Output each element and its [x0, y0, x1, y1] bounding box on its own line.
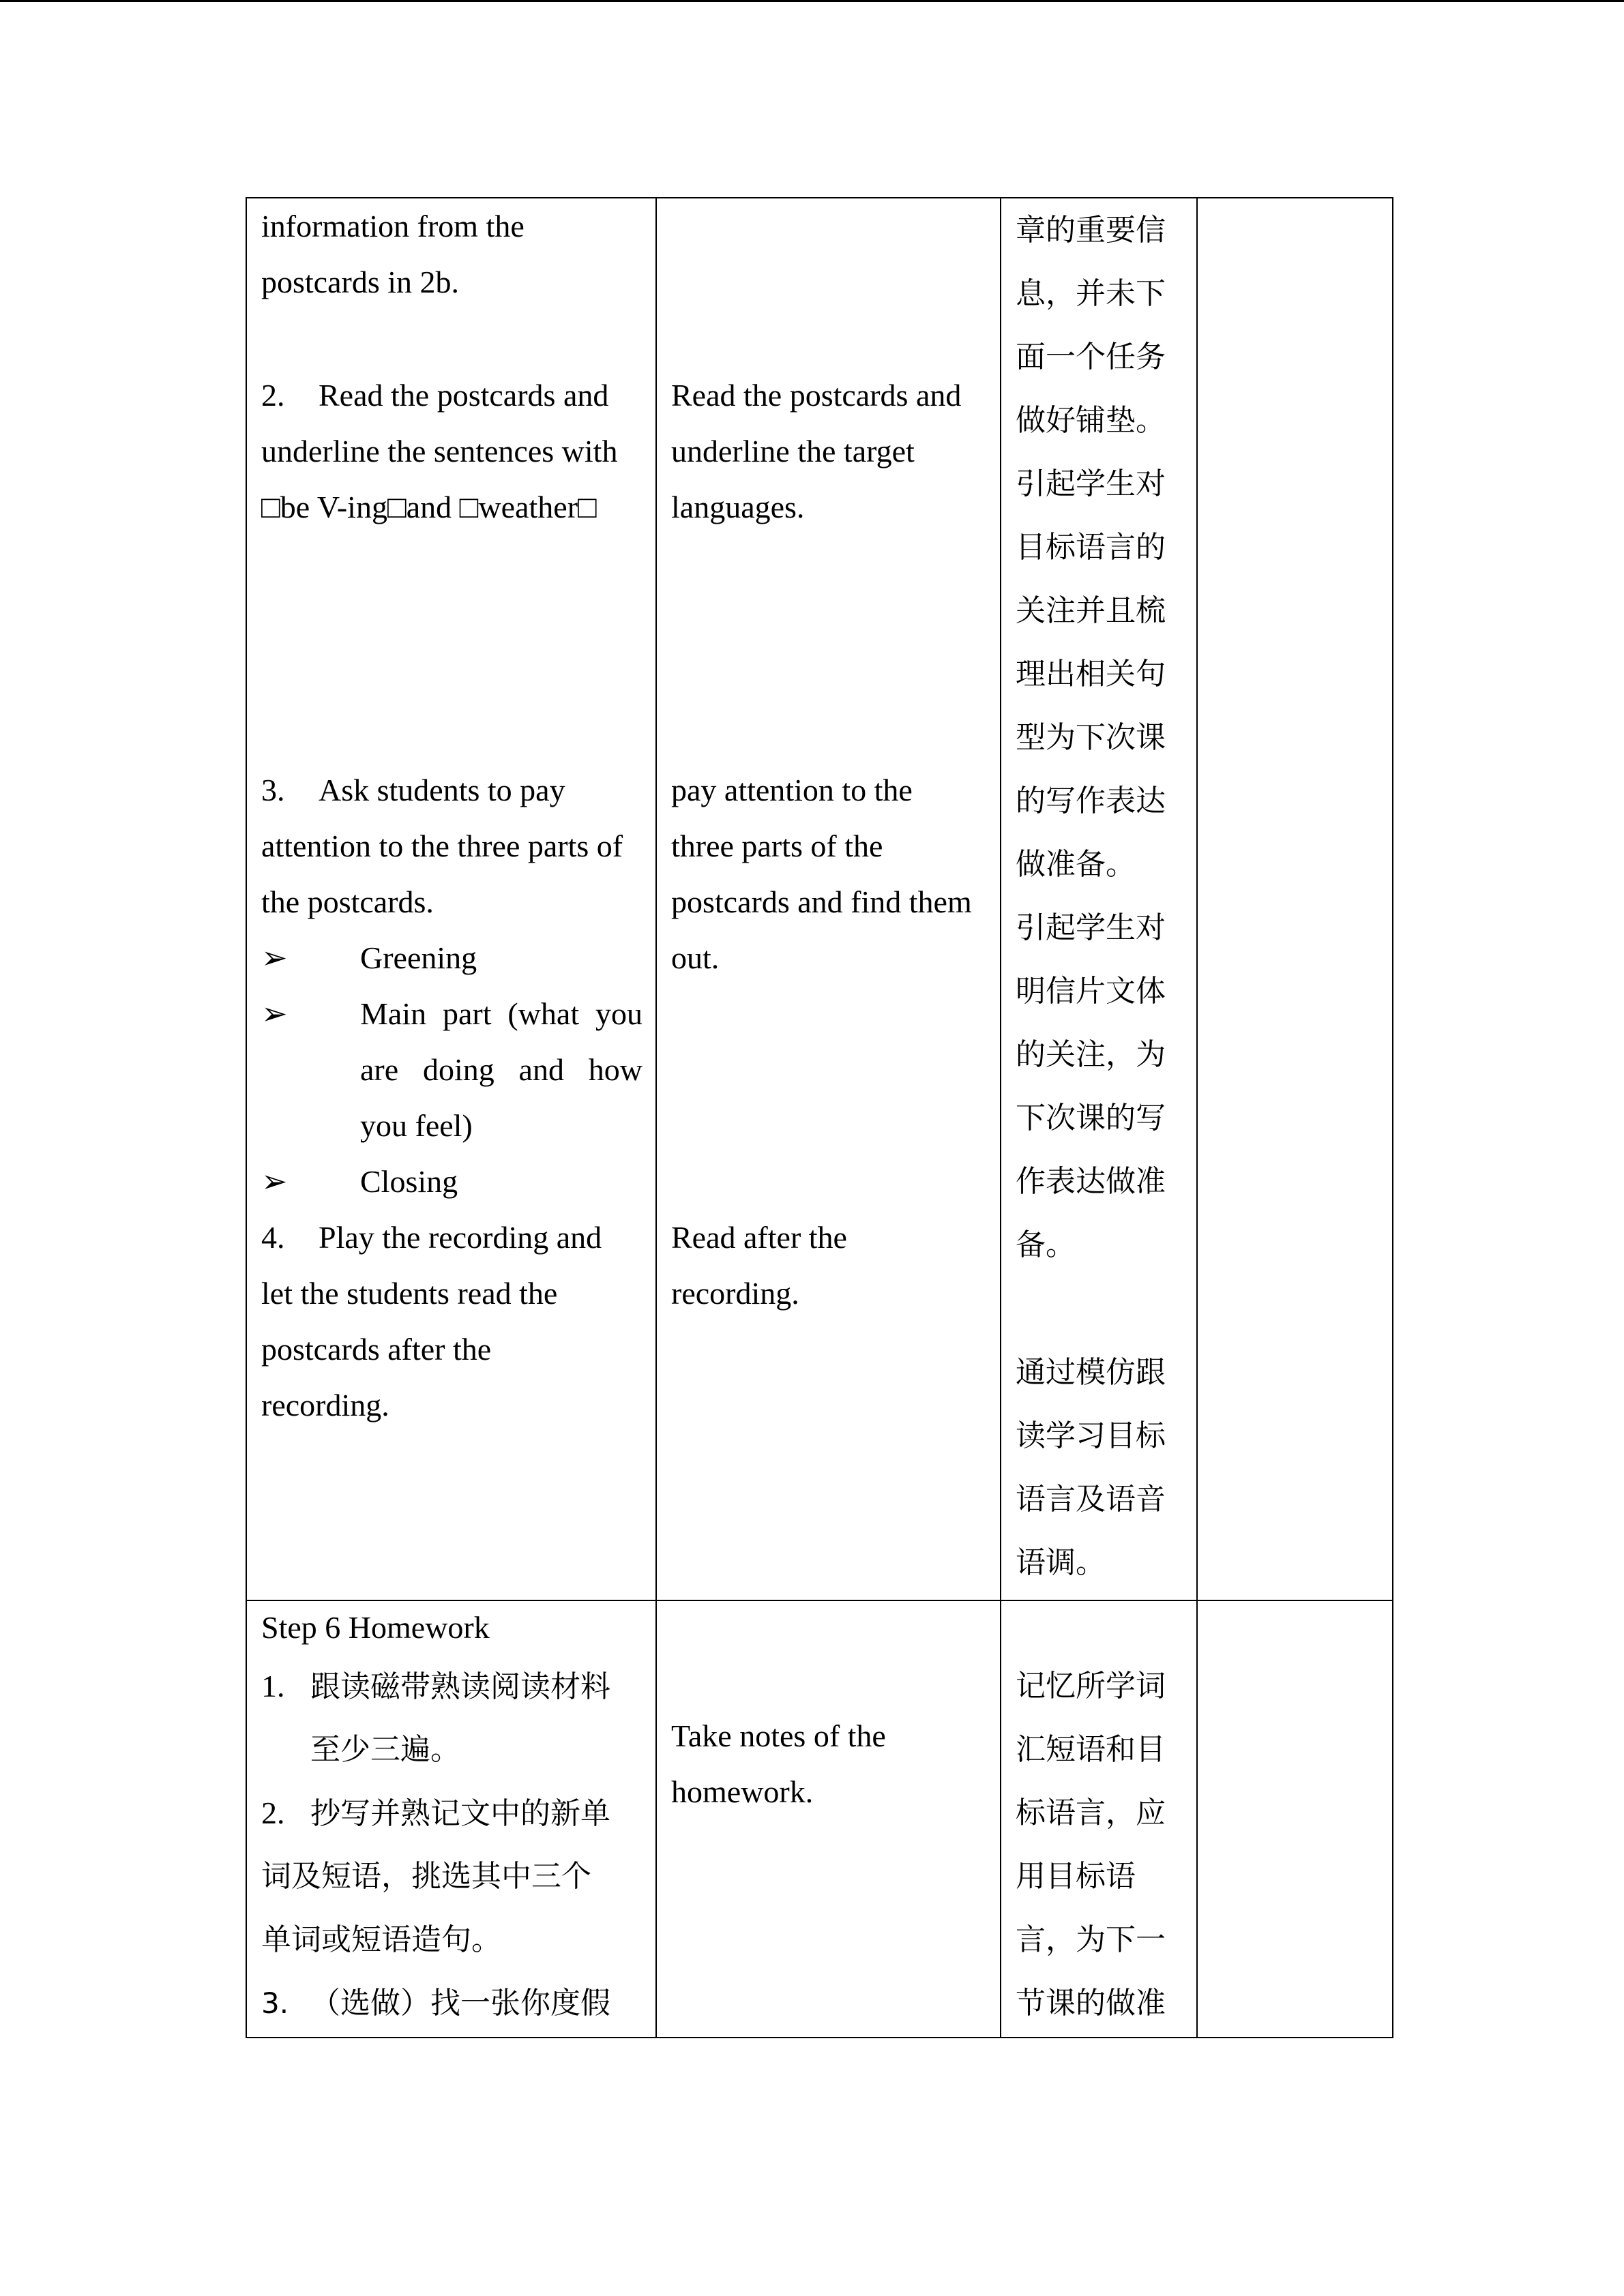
student-activity-text: pay attention to the	[671, 773, 913, 807]
design-intent-text: 言，为下一	[1016, 1922, 1166, 1957]
design-intent-text: 做准备。	[1016, 847, 1136, 882]
column-divider	[1000, 198, 1001, 2037]
design-intent-text: 的写作表达	[1016, 784, 1166, 818]
student-activity-text: underline the target	[671, 434, 915, 468]
student-activity-text: languages.	[671, 490, 805, 524]
design-intent-text: 目标语言的	[1016, 530, 1166, 565]
student-activity-text: out.	[671, 940, 720, 975]
item-number: 2.	[261, 1795, 285, 1830]
item-number: 1.	[261, 1669, 285, 1703]
arrow-bullet-icon: ➢	[261, 940, 288, 975]
arrow-bullet-icon: ➢	[261, 996, 288, 1031]
bullet-text: you feel)	[360, 1108, 473, 1143]
teacher-activity-item-4: 4. Play the recording and	[261, 1210, 602, 1266]
arrow-bullet-icon: ➢	[261, 1164, 288, 1199]
item-number: 3.	[261, 773, 285, 807]
item-number: 2.	[261, 378, 285, 413]
homework-text: 单词或短语造句。	[261, 1922, 501, 1957]
design-intent-text: 做好铺垫。	[1016, 403, 1166, 438]
homework-text: 词及短语，挑选其中三个	[261, 1859, 591, 1894]
design-intent-text: 节课的做准	[1016, 1986, 1166, 2021]
teacher-activity-text: postcards in 2b.	[261, 265, 460, 299]
bullet-text: Greening	[360, 940, 477, 975]
student-activity-text: homework.	[671, 1774, 814, 1809]
design-intent-text: 理出相关句	[1016, 657, 1166, 691]
design-intent-text: 引起学生对	[1016, 910, 1166, 945]
design-intent-text: 通过模仿跟	[1016, 1355, 1166, 1390]
design-intent-text: 关注并且梳	[1016, 593, 1166, 628]
lesson-plan-table	[246, 197, 1393, 2038]
design-intent-text: 引起学生对	[1016, 466, 1166, 501]
design-intent-text: 的关注，为	[1016, 1037, 1166, 1072]
teacher-activity-text: underline the sentences with	[261, 434, 618, 468]
design-intent-text: 明信片文体	[1016, 974, 1166, 1009]
teacher-activity-text: postcards after the	[261, 1332, 492, 1367]
homework-text: 至少三遍。	[310, 1732, 460, 1767]
column-divider	[1196, 198, 1198, 2037]
design-intent-text: 语调。	[1016, 1545, 1106, 1580]
design-intent-text: 章的重要信	[1016, 213, 1166, 248]
homework-item-2: 2. 抄写并熟记文中的新单	[261, 1781, 610, 1845]
homework-item-3: 3. （选做）找一张你度假	[261, 1971, 610, 2035]
item-number: 4.	[261, 1220, 285, 1255]
student-activity-text: Take notes of the	[671, 1718, 886, 1753]
step-heading: Step 6 Homework	[261, 1610, 490, 1645]
teacher-activity-text: recording.	[261, 1388, 389, 1422]
design-intent-text: 备。	[1016, 1227, 1076, 1262]
student-activity-text: Read after the	[671, 1220, 847, 1255]
design-intent-text: 记忆所学词	[1016, 1669, 1166, 1703]
student-activity-text: Read the postcards and	[671, 378, 962, 413]
item-number: 3.	[261, 1986, 289, 2020]
design-intent-text: 读学习目标	[1016, 1418, 1166, 1453]
homework-item-1: 1. 跟读磁带熟读阅读材料	[261, 1654, 610, 1718]
design-intent-text: 汇短语和目	[1016, 1732, 1166, 1767]
design-intent-text: 标语言，应	[1016, 1795, 1166, 1830]
design-intent-text: 息，并未下	[1016, 276, 1166, 311]
design-intent-text: 用目标语	[1016, 1859, 1136, 1894]
student-activity-text: postcards and find them	[671, 884, 972, 919]
page-top-border	[0, 0, 1624, 2]
teacher-activity-item-2: 2. Read the postcards and	[261, 368, 608, 423]
design-intent-text: 面一个任务	[1016, 340, 1166, 374]
bullet-text: Closing	[360, 1164, 458, 1199]
teacher-activity-text: □be V-ing□and □weather□	[261, 490, 597, 524]
bullet-text: Main part (what you	[360, 996, 643, 1031]
design-intent-text: 语言及语音	[1016, 1482, 1166, 1517]
design-intent-text: 作表达做准	[1016, 1164, 1166, 1199]
teacher-activity-text: let the students read the	[261, 1276, 558, 1311]
column-divider	[655, 198, 657, 2037]
teacher-activity-item-3: 3. Ask students to pay	[261, 762, 565, 818]
teacher-activity-text: attention to the three parts of	[261, 829, 623, 863]
design-intent-text: 型为下次课	[1016, 720, 1166, 755]
teacher-activity-text: information from the	[261, 209, 525, 243]
student-activity-text: three parts of the	[671, 829, 883, 863]
bullet-text: are doing and how	[360, 1052, 643, 1087]
student-activity-text: recording.	[671, 1276, 799, 1311]
design-intent-text: 下次课的写	[1016, 1101, 1166, 1135]
teacher-activity-text: the postcards.	[261, 884, 434, 919]
